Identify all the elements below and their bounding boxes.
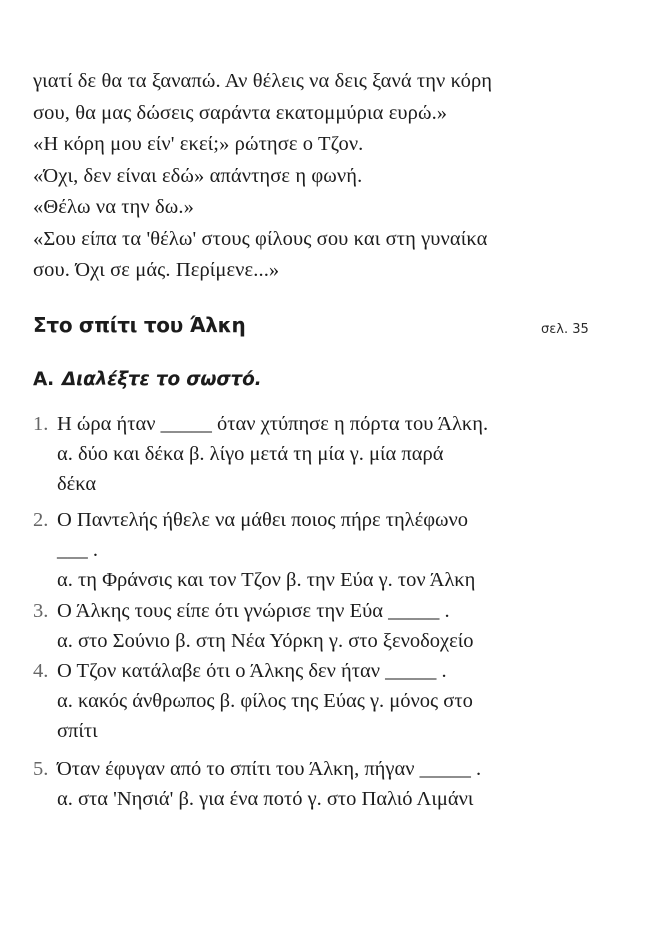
exercise-instruction: Διαλέξτε το σωστό. <box>61 369 262 390</box>
exercise-letter: Α. <box>33 369 54 390</box>
question-options: α. δύο και δέκα β. λίγο μετά τη μία γ. μία παρά <box>57 443 444 465</box>
question-options: α. στο Σούνιο β. στη Νέα Υόρκη γ. στο ξενοδοχείο <box>57 630 474 652</box>
question-number: 4. <box>33 660 49 682</box>
question-4 <box>33 656 648 746</box>
question-stem: Η ώρα ήταν _____ όταν χτύπησε η πόρτα του Άλκη. <box>57 413 489 435</box>
story-line: «Σου είπα τα 'θέλω' στους φίλους σου και στη γυναίκα <box>33 227 488 250</box>
story-line: σου. Όχι σε μάς. Περίμενε...» <box>33 259 280 281</box>
question-stem: Ο Τζον κατάλαβε ότι ο Άλκης δεν ήταν _____ . <box>57 660 447 682</box>
question-5 <box>33 754 648 814</box>
exercise-heading <box>33 369 261 390</box>
question-number: 5. <box>33 758 49 780</box>
story-text <box>33 66 643 287</box>
page-reference: σελ. 35 <box>541 322 589 337</box>
question-number: 3. <box>33 600 49 622</box>
question-stem: Ο Άλκης τους είπε ότι γνώρισε την Εύα _____ . <box>57 600 450 622</box>
question-options-cont: σπίτι <box>57 720 98 742</box>
question-stem: Ο Παντελής ήθελε να μάθει ποιος πήρε τηλέφωνο <box>57 509 469 531</box>
story-line: «Η κόρη μου είν' εκεί;» ρώτησε ο Τζον. <box>33 133 364 155</box>
question-stem: Όταν έφυγαν από το σπίτι του Άλκη, πήγαν _____ . <box>57 758 482 780</box>
question-number: 1. <box>33 413 49 435</box>
question-2 <box>33 505 648 595</box>
story-line: «Θέλω να την δω.» <box>33 196 194 218</box>
question-options: α. τη Φράνσις και τον Τζον β. την Εύα γ. τον Άλκη <box>57 569 476 591</box>
story-line: γιατί δε θα τα ξαναπώ. Αν θέλεις να δεις ξανά την κόρη <box>33 70 493 92</box>
question-1 <box>33 409 648 499</box>
question-stem-cont: ___ . <box>57 539 98 561</box>
story-line: σου, θα μας δώσεις σαράντα εκατομμύρια ευρώ.» <box>33 101 448 124</box>
question-number: 2. <box>33 509 49 531</box>
story-line: «Όχι, δεν είναι εδώ» απάντησε η φωνή. <box>33 164 363 187</box>
question-3 <box>33 596 648 656</box>
section-title: Στο σπίτι του Άλκη <box>33 313 246 337</box>
question-options: α. στα 'Νησιά' β. για ένα ποτό γ. στο Παλιό Λιμάνι <box>57 788 474 810</box>
question-options-cont: δέκα <box>57 473 97 495</box>
question-options: α. κακός άνθρωπος β. φίλος της Εύας γ. μόνος στο <box>57 690 473 712</box>
